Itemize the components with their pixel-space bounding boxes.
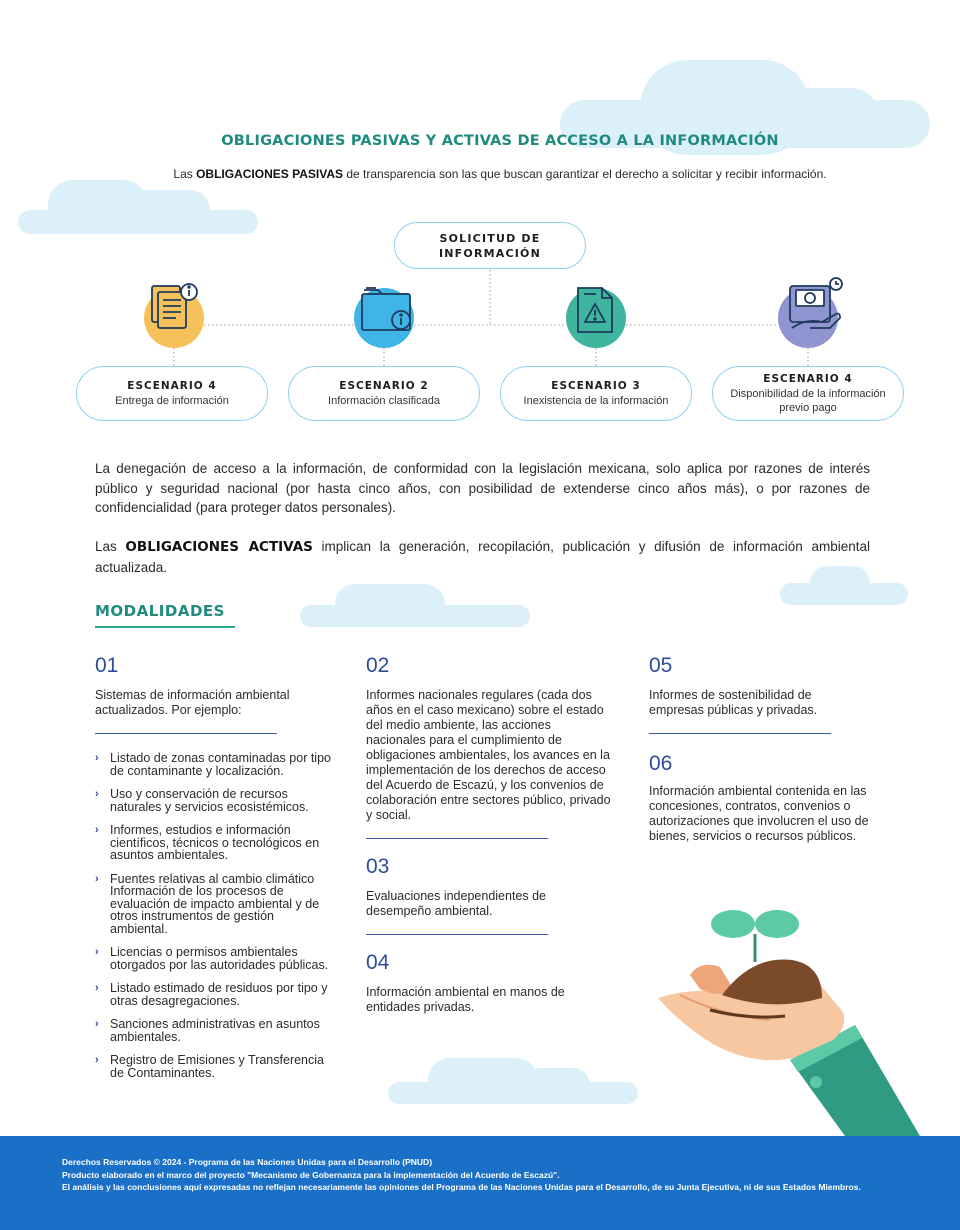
scenario-desc: Entrega de información bbox=[115, 394, 229, 407]
list-item: › Registro de Emisiones y Transferencia de Contaminantes. bbox=[95, 1053, 324, 1080]
hand-sprout-illustration bbox=[650, 900, 920, 1136]
request-label-2: INFORMACIÓN bbox=[438, 246, 542, 260]
chevron-right-icon: › bbox=[95, 752, 99, 764]
modalidad-number: 06 bbox=[649, 752, 673, 775]
scenario-box-2 bbox=[288, 366, 480, 421]
modalidad-number: 02 bbox=[366, 654, 390, 677]
chevron-right-icon: › bbox=[95, 1054, 99, 1066]
modalidad-number: 03 bbox=[366, 855, 390, 878]
chevron-right-icon: › bbox=[95, 872, 99, 885]
divider bbox=[366, 934, 548, 935]
modalidades-title: MODALIDADES bbox=[95, 602, 225, 620]
list-item: › Listado estimado de residuos por tipo y otras desagregaciones. bbox=[95, 981, 328, 1008]
chevron-right-icon: › bbox=[95, 982, 99, 994]
scenario-desc: Disponibilidad de la información previo pago bbox=[730, 387, 886, 414]
modalidad-text: Información ambiental contenida en las concesiones, contratos, convenios o autorizaciones que involucren el uso de bienes, servicios o recursos públicos. bbox=[649, 784, 869, 843]
modalidad-number: 04 bbox=[366, 951, 390, 974]
request-label-1: SOLICITUD DE bbox=[439, 231, 541, 245]
footer bbox=[0, 1136, 960, 1230]
scenario-title: ESCENARIO 4 bbox=[127, 379, 217, 392]
footer-disclaimer: El análisis y las conclusiones aquí expresadas no reflejan necesariamente las opiniones del Programa de las Naciones Unidas para el Desarrollo, de su Junta Ejecutiva, ni de sus Estados Miembros. bbox=[62, 1182, 861, 1192]
scenario-box-1 bbox=[76, 366, 268, 421]
documents-info-icon bbox=[146, 280, 206, 340]
modalidad-text: Evaluaciones independientes de desempeño ambiental. bbox=[366, 889, 546, 918]
examples-list bbox=[95, 752, 335, 1090]
scenario-box-3 bbox=[500, 366, 692, 421]
document-warning-icon bbox=[570, 282, 620, 340]
scenario-desc: Inexistencia de la información bbox=[523, 394, 669, 407]
folder-info-icon bbox=[356, 280, 418, 340]
modalidad-text: Informes de sostenibilidad de empresas públicas y privadas. bbox=[649, 688, 818, 717]
payment-hand-icon bbox=[782, 274, 850, 338]
list-item: › Uso y conservación de recursos naturales y servicios ecosistémicos. bbox=[95, 787, 309, 814]
modalidad-number: 01 bbox=[95, 654, 119, 677]
active-obligations-paragraph: Las OBLIGACIONES ACTIVAS implican la generación, recopilación, publicación y difusión de información ambiental actualizada. bbox=[95, 539, 870, 575]
modalidad-text: Informes nacionales regulares (cada dos años en el caso mexicano) sobre el estado del medio ambiente, las acciones nacionales para el cumplimiento de obligaciones ambientales, los avances en la implementación de los derechos de acceso del Acuerdo de Escazú, y los convenios de colaboración entre sectores público, privado y social. bbox=[366, 688, 611, 822]
chevron-right-icon: › bbox=[95, 946, 99, 958]
page-title: OBLIGACIONES PASIVAS Y ACTIVAS DE ACCESO A LA INFORMACIÓN bbox=[221, 133, 779, 149]
divider bbox=[649, 733, 831, 734]
modalidades-underline bbox=[95, 626, 235, 628]
modalidad-text: Información ambiental en manos de entidades privadas. bbox=[366, 985, 565, 1014]
chevron-right-icon: › bbox=[95, 788, 99, 800]
list-item: › Fuentes relativas al cambio climático Información de los procesos de evaluación de impacto ambiental y de otros instrumentos de gestión ambiental. bbox=[95, 871, 320, 936]
scenario-title: ESCENARIO 4 bbox=[763, 372, 853, 385]
scenario-title: ESCENARIO 3 bbox=[551, 379, 641, 392]
scenario-desc: Información clasificada bbox=[328, 394, 440, 407]
divider bbox=[95, 733, 277, 734]
footer-copyright: Derechos Reservados © 2024 - Programa de las Naciones Unidas para el Desarrollo (PNUD) bbox=[62, 1157, 433, 1167]
scenario-title: ESCENARIO 2 bbox=[339, 379, 429, 392]
request-node bbox=[394, 222, 586, 269]
page-subtitle: Las OBLIGACIONES PASIVAS de transparencia son las que buscan garantizar el derecho a solicitar y recibir información. bbox=[173, 167, 827, 181]
chevron-right-icon: › bbox=[95, 824, 99, 836]
list-item: › Sanciones administrativas en asuntos ambientales. bbox=[95, 1017, 320, 1044]
footer-project: Producto elaborado en el marco del proyecto "Mecanismo de Gobernanza para la implementación del Acuerdo de Escazú". bbox=[62, 1169, 560, 1180]
modalidad-number: 05 bbox=[649, 654, 673, 677]
list-item: › Licencias o permisos ambientales otorgados por las autoridades públicas. bbox=[95, 945, 329, 972]
list-item: › Listado de zonas contaminadas por tipo de contaminante y localización. bbox=[95, 751, 331, 778]
denial-paragraph: La denegación de acceso a la información, de conformidad con la legislación mexicana, solo aplica por razones de interés público y seguridad nacional (por hasta cinco años, con posibilidad de extenderse cinco años más), o por razones de confidencialidad (para proteger datos personales). bbox=[95, 461, 870, 515]
list-item: › Informes, estudios e información científicos, técnicos o tecnológicos en asuntos ambientales. bbox=[95, 823, 320, 862]
chevron-right-icon: › bbox=[95, 1018, 99, 1030]
modalidad-text: Sistemas de información ambiental actualizados. Por ejemplo: bbox=[95, 688, 290, 717]
scenario-box-4 bbox=[712, 366, 904, 421]
divider bbox=[366, 838, 548, 839]
